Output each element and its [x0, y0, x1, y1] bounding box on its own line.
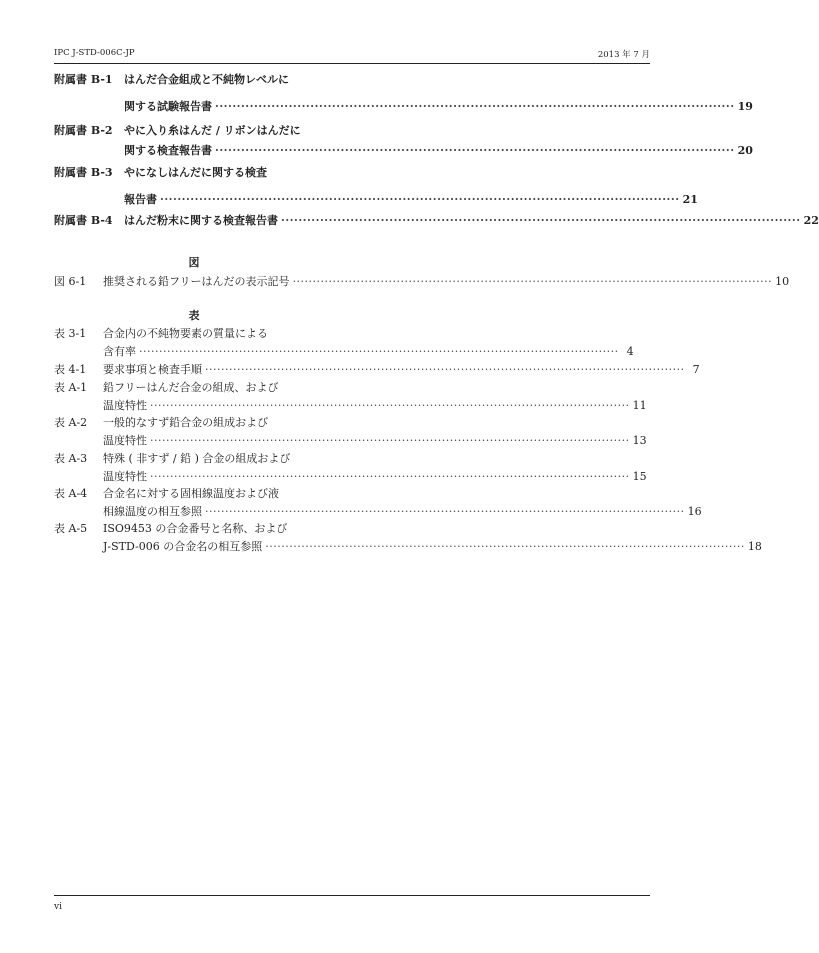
entry-label: 附属書 B-2 [54, 124, 113, 137]
entry-title-line-last [103, 538, 762, 554]
entry-title-line [124, 122, 334, 138]
entry-title-line-last [103, 503, 702, 519]
header-rule [54, 63, 650, 64]
leader-dots: ························································································································ [292, 275, 773, 288]
entry-title-line-last [103, 273, 790, 289]
entry-title-line [103, 520, 334, 536]
entry-title: 温度特性 [103, 399, 147, 412]
entry-title: 一般的なすず鉛合金の組成および [103, 416, 269, 429]
entry-page: 22 [803, 214, 819, 227]
entry-title-line [103, 414, 334, 430]
entry-title: 関する検査報告書 [124, 144, 212, 157]
entry-page: 16 [687, 505, 702, 518]
entry-label: 表 A-4 [54, 487, 88, 500]
entry-title: 推奨される鉛フリーはんだの表示記号 [103, 275, 290, 288]
entry-page: 11 [632, 399, 647, 412]
entry-label: 表 4-1 [54, 363, 87, 376]
entry-title: はんだ粉末に関する検査報告書 [124, 214, 278, 227]
entry-label: 附属書 B-4 [54, 214, 113, 227]
entry-title-line [124, 164, 334, 180]
entry-label: 表 3-1 [54, 327, 87, 340]
entry-label: 附属書 B-1 [54, 73, 113, 86]
entry-title-line-last [124, 191, 698, 207]
entry-page: 10 [775, 275, 790, 288]
figures-heading: 図 [188, 256, 200, 269]
entry-title: はんだ合金組成と不純物レベルに [124, 73, 289, 86]
leader-dots: ························································································································ [150, 434, 630, 447]
entry-label: 表 A-5 [54, 522, 88, 535]
leader-dots: ························································································································ [265, 540, 745, 553]
issue-date: 2013 年 7 月 [597, 50, 650, 60]
entry-label: 附属書 B-3 [54, 166, 113, 179]
entry-label: 表 A-1 [54, 381, 88, 394]
leader-dots: ························································································································ [205, 363, 685, 376]
leader-dots: ························································································································ [281, 214, 801, 227]
leader-dots: ························································································································ [139, 345, 619, 358]
entry-title: やに入り糸はんだ / リボンはんだに [124, 124, 301, 137]
entry-title-line-last [124, 142, 753, 158]
entry-title: 合金名に対する固相線温度および液 [103, 487, 279, 500]
leader-dots: ························································································································ [150, 399, 630, 412]
entry-title-line-last [124, 98, 753, 114]
entry-title: 含有率 [103, 345, 136, 358]
entry-page: 13 [632, 434, 647, 447]
entry-title: ISO9453 の合金番号と名称、および [103, 522, 288, 535]
entry-page: 7 [692, 363, 700, 376]
entry-title-line-last [103, 432, 647, 448]
leader-dots: ························································································································ [150, 470, 630, 483]
footer-rule [54, 895, 650, 896]
entry-title: 報告書 [124, 193, 157, 206]
entry-page: 19 [737, 100, 753, 113]
leader-dots: ························································································································ [160, 193, 680, 206]
entry-title-line [103, 450, 334, 466]
page-number: vi [54, 902, 62, 912]
leader-dots: ························································································································ [205, 505, 685, 518]
entry-page: 20 [737, 144, 753, 157]
entry-title-line [103, 379, 334, 395]
entry-title: 相線温度の相互参照 [103, 505, 202, 518]
entry-title: 鉛フリーはんだ合金の組成、および [103, 381, 279, 394]
entry-title-line-last [103, 468, 647, 484]
entry-title: 合金内の不純物要素の質量による [103, 327, 268, 340]
entry-page: 4 [626, 345, 634, 358]
entry-label: 表 A-3 [54, 452, 88, 465]
entry-title: 温度特性 [103, 434, 147, 447]
entry-title: 特殊 ( 非すず / 鉛 ) 合金の組成および [103, 452, 291, 465]
entry-page: 21 [682, 193, 698, 206]
running-header [54, 45, 650, 61]
entry-title-line-last [103, 343, 634, 359]
document-id: IPC J-STD-006C-JP [54, 48, 135, 58]
entry-title-line [103, 325, 334, 341]
entry-title-line [124, 71, 334, 87]
entry-title: 要求事項と検査手順 [103, 363, 202, 376]
entry-title-line-last [124, 212, 819, 228]
tables-heading: 表 [188, 309, 200, 322]
entry-title: やになしはんだに関する検査 [124, 166, 267, 179]
leader-dots: ························································································································ [215, 100, 735, 113]
entry-page: 15 [632, 470, 647, 483]
entry-title-line-last [103, 361, 700, 377]
entry-label: 図 6-1 [54, 275, 87, 288]
entry-title: 関する試験報告書 [124, 100, 212, 113]
entry-label: 表 A-2 [54, 416, 88, 429]
entry-title: 温度特性 [103, 470, 147, 483]
leader-dots: ························································································································ [215, 144, 735, 157]
entry-title-line-last [103, 397, 647, 413]
entry-page: 18 [747, 540, 762, 553]
entry-title-line [103, 485, 334, 501]
entry-title: J-STD-006 の合金名の相互参照 [103, 540, 263, 553]
